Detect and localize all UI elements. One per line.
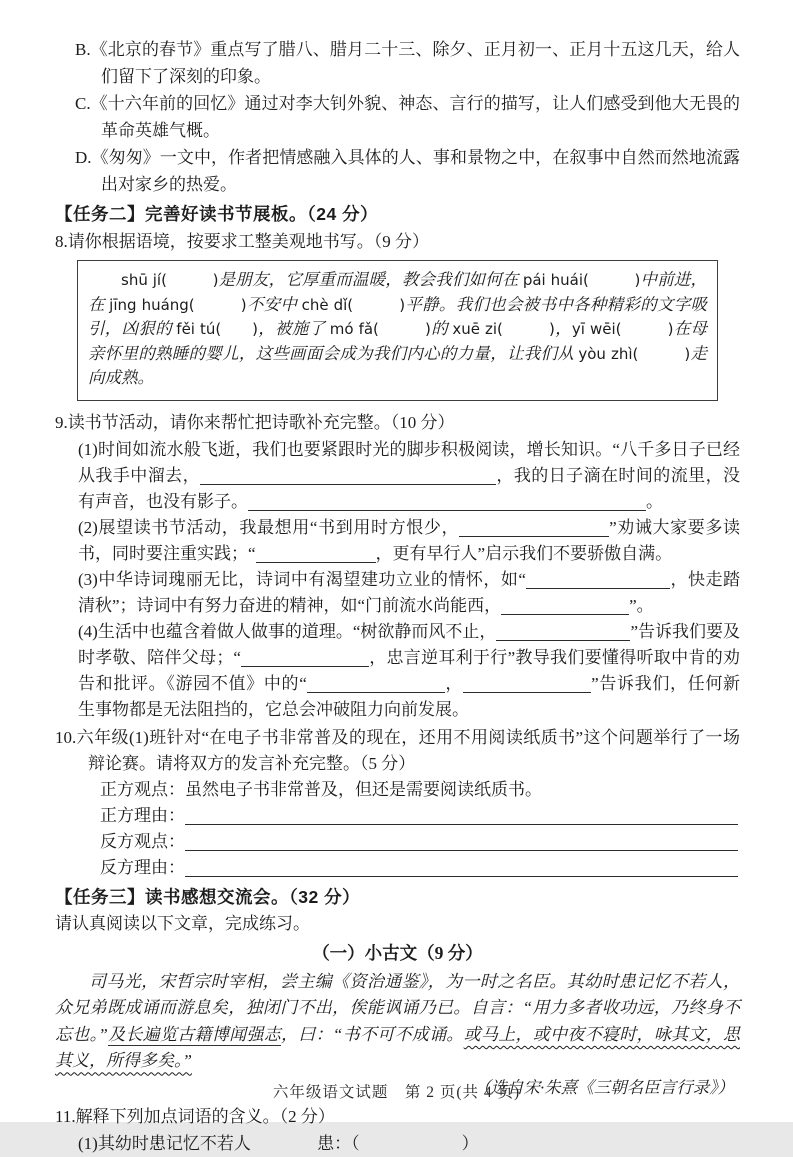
q10-row-con-reason xyxy=(88,855,740,881)
text-run: ”。 xyxy=(629,595,654,615)
answer-blank xyxy=(307,676,445,693)
answer-blank xyxy=(200,468,496,485)
text-run: ， xyxy=(444,673,464,693)
q9-title: 9.读书节活动，请你来帮忙把诗歌补充完整。（10 分） xyxy=(55,412,455,432)
answer-blank xyxy=(248,494,646,511)
q10-con-view-label: 反方观点： xyxy=(100,831,185,851)
pinyin-text: fěi tú( ) xyxy=(176,320,258,339)
q10-row-pro-reason xyxy=(88,803,740,829)
pinyin-text: mó fǎ( ) xyxy=(329,320,431,339)
answer-blank xyxy=(256,546,376,563)
answer-blank xyxy=(496,624,630,641)
answer-blank xyxy=(459,520,609,537)
q10-row-pro-view xyxy=(88,777,740,803)
text-run: (3)中华诗词瑰丽无比，诗词中有渴望建功立业的情怀，如“ xyxy=(78,569,526,589)
text-run: ”告诉我们要及时孝敬、陪伴父母；“ xyxy=(78,621,740,667)
dotted-term: 患 ● xyxy=(149,1134,166,1153)
text-run: (1)时间如流水般飞逝，我们也要紧跟时光的脚步积极阅读，增长知识。“八千多日子已经从我手中溜去， xyxy=(78,439,740,485)
task3-intro: 请认真阅读以下文章，完成练习。 xyxy=(55,913,310,933)
answer-blank xyxy=(526,572,670,589)
text-run: 中前进，在 xyxy=(88,270,708,314)
pinyin-text: xuē zi( ) xyxy=(452,320,555,339)
task2-title: 【任务二】完善好读书节展板。（24 分） xyxy=(55,204,379,224)
text-run: 不安中 xyxy=(246,294,302,314)
page-content xyxy=(55,36,740,1157)
answer-blank xyxy=(185,829,738,851)
pinyin-text: chè dǐ( ) xyxy=(301,295,406,314)
answer-blank xyxy=(185,855,738,877)
q10-con-reason-label: 反方理由： xyxy=(100,857,185,877)
text-run: ”劝诫大家要多读书，同时要注重实践；“ xyxy=(78,517,741,563)
q10-block xyxy=(55,725,740,881)
q11-sentence xyxy=(78,1134,251,1153)
q9-item-1 xyxy=(55,437,740,515)
text-run: ，更有早行人”启示我们不要骄傲自满。 xyxy=(375,543,673,563)
q8-handwriting-box xyxy=(77,260,718,401)
passage-source: （选自宋·朱熹《三朝名臣言行录》） xyxy=(474,1077,734,1097)
text-run: ，我的日子滴在时间的流里，没有声音，也没有影子。 xyxy=(78,465,740,511)
classical-passage xyxy=(55,969,740,1075)
text-run: 平静。我们也会被书中各种精彩的文字吸引，凶狠的 xyxy=(88,294,708,339)
q10-pro-view-label: 正方观点： xyxy=(100,779,185,799)
pinyin-text: yī wēi( ) xyxy=(571,320,674,339)
option-d: D.《匆匆》一文中，作者把情感融入具体的人、事和景物之中，在叙事中自然而然地流露出对家乡的热爱。 xyxy=(75,148,740,194)
answer-blank xyxy=(185,803,738,825)
option-b: B.《北京的春节》重点写了腊八、腊月二十三、除夕、正月初一、正月十五这几天，给人们留下了深刻的印象。 xyxy=(75,40,740,86)
text-run: 是朋友，它厚重而温暖，教会我们如何在 xyxy=(218,270,523,289)
text-run: ，被施了 xyxy=(257,319,330,339)
text-run: 的 xyxy=(430,319,453,339)
option-c: C.《十六年前的回忆》通过对李大钊外貌、神态、言行的描写，让人们感受到他大无畏的革命英雄气概。 xyxy=(75,94,740,140)
text-run: 走向成熟。 xyxy=(88,343,707,388)
q11-title: 11.解释下列加点词语的含义。（2 分） xyxy=(55,1106,335,1126)
pinyin-text: shū jí( ) xyxy=(121,271,219,289)
text-run: (2)展望读书节活动，我最想用“书到用时方恨少， xyxy=(78,517,460,537)
pinyin-text: pái huái( ) xyxy=(522,271,641,289)
answer-blank xyxy=(501,598,629,615)
text-run: ”告诉我们，任何新生事物都是无法阻挡的，它总会冲破阻力向前发展。 xyxy=(78,673,741,719)
text-run: 在母亲怀里的熟睡的婴儿，这些画面会成为我们内心的力量，让我们从 xyxy=(88,319,708,363)
task3-title: 【任务三】读书感想交流会。（32 分） xyxy=(55,886,361,907)
section-title: （一）小古文（9 分） xyxy=(312,942,483,963)
q11-answer-slot: 患：（ ） xyxy=(317,1133,479,1153)
text-run: ，忠言逆耳利于行”教导我们要懂得听取中肯的劝告和批评。《游园不值》中的“ xyxy=(78,647,740,693)
text-run: ， xyxy=(554,319,572,339)
text-run: (1)其幼时 xyxy=(78,1133,149,1153)
underlined-text: 及长遍览古籍博闻强志 xyxy=(107,1024,282,1044)
q9-item-4 xyxy=(55,619,740,723)
text-run: (4)生活中也蕴含着做人做事的道理。“树欲静而风不止， xyxy=(78,621,497,641)
q10-row-con-view xyxy=(88,829,740,855)
q10-pro-reason-label: 正方理由： xyxy=(100,805,185,825)
wavy-underlined-text: 或马上，或中夜不寝时，咏其文，思其义，所得多矣。” xyxy=(55,1024,740,1071)
text-run: 记忆不若人 xyxy=(165,1133,251,1153)
q10-pro-view-text: 虽然电子书非常普及，但还是需要阅读纸质书。 xyxy=(185,779,542,799)
q11-item-1 xyxy=(55,1131,740,1157)
text-run: ，快走踏清秋”；诗词中有努力奋进的精神，如“门前流水尚能西， xyxy=(78,569,741,615)
q10-intro: 10.六年级(1)班针对“在电子书非常普及的现在，还用不用阅读纸质书”这个问题举行了一场辩论赛。请将双方的发言补充完整。（5 分） xyxy=(55,727,740,773)
page-footer: 六年级语文试题 第 2 页(共 4 页) xyxy=(272,1084,521,1101)
q9-item-2 xyxy=(55,515,740,567)
q9-item-3 xyxy=(55,567,740,619)
q8-title: 8.请你根据语境，按要求工整美观地书写。（9 分） xyxy=(55,232,429,251)
text-run: ，曰：“书不可不成诵。 xyxy=(281,1024,464,1044)
answer-blank xyxy=(241,650,369,667)
answer-blank xyxy=(463,676,591,693)
text-run: 司马光，宋哲宗时宰相，尝主编《资治通鉴》，为一时之名臣。其幼时患记忆不若人，众兄弟既成诵而游息矣，独闭门不出，俟能讽诵乃已。自言：“用力多者收功远，乃终身不忘也。” xyxy=(55,971,740,1044)
pinyin-text: yòu zhì( ) xyxy=(578,344,691,363)
text-run: 。 xyxy=(646,491,663,511)
pinyin-text: jīng huáng( ) xyxy=(109,295,247,314)
